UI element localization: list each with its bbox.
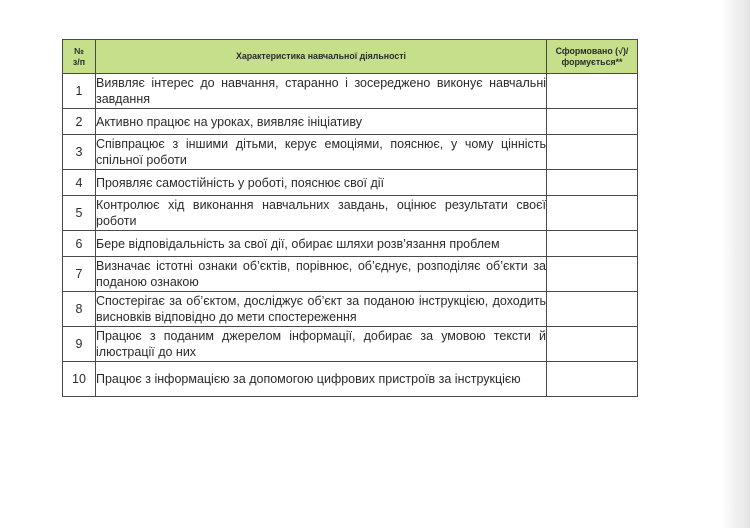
row-description: Працює з поданим джерелом інформації, добирає за умовою тексти й ілюстрації до них: [96, 327, 547, 362]
row-status-cell[interactable]: [547, 196, 638, 231]
row-number: 6: [63, 231, 96, 257]
row-status-cell[interactable]: [547, 74, 638, 109]
row-number: 5: [63, 196, 96, 231]
row-description: Працює з інформацією за допомогою цифрових пристроїв за інструкцією: [96, 362, 547, 397]
row-status-cell[interactable]: [547, 362, 638, 397]
row-description: Активно працює на уроках, виявляє ініціативу: [96, 109, 547, 135]
table-row: [63, 292, 638, 327]
row-status-cell[interactable]: [547, 170, 638, 196]
row-number: 4: [63, 170, 96, 196]
row-status-cell[interactable]: [547, 231, 638, 257]
table-row: [63, 362, 638, 397]
row-description: Виявляє інтерес до навчання, старанно і зосереджено виконує навчальні завдання: [96, 74, 547, 109]
row-number: 1: [63, 74, 96, 109]
table-row: [63, 327, 638, 362]
header-description: Характеристика навчальної діяльності: [96, 40, 547, 74]
row-description: Контролює хід виконання навчальних завдань, оцінює результати своєї роботи: [96, 196, 547, 231]
table-row: [63, 74, 638, 109]
row-number: 8: [63, 292, 96, 327]
row-status-cell[interactable]: [547, 327, 638, 362]
header-status: Сформовано (√)/ формується**: [547, 40, 638, 74]
table-header-row: [63, 40, 638, 74]
row-number: 10: [63, 362, 96, 397]
row-number: 9: [63, 327, 96, 362]
row-number: 3: [63, 135, 96, 170]
row-description: Бере відповідальність за свої дії, обирає шляхи розв’язання проблем: [96, 231, 547, 257]
row-description: Проявляє самостійність у роботі, пояснює свої дії: [96, 170, 547, 196]
header-number: № з/п: [63, 40, 96, 74]
table-row: [63, 109, 638, 135]
row-number: 7: [63, 257, 96, 292]
table-row: [63, 231, 638, 257]
activity-assessment-table: [62, 39, 638, 397]
row-status-cell[interactable]: [547, 109, 638, 135]
row-number: 2: [63, 109, 96, 135]
table-row: [63, 196, 638, 231]
row-status-cell[interactable]: [547, 257, 638, 292]
table-row: [63, 257, 638, 292]
row-description: Спостерігає за об’єктом, досліджує об’єкт за поданою інструкцією, доходить висновків відповідно до мети спостереження: [96, 292, 547, 327]
row-status-cell[interactable]: [547, 292, 638, 327]
row-status-cell[interactable]: [547, 135, 638, 170]
row-description: Визначає істотні ознаки об’єктів, порівнює, об’єднує, розподіляє об’єкти за поданою ознакою: [96, 257, 547, 292]
table-row: [63, 170, 638, 196]
row-description: Співпрацює з іншими дітьми, керує емоціями, пояснює, у чому цінність спільної роботи: [96, 135, 547, 170]
table-row: [63, 135, 638, 170]
